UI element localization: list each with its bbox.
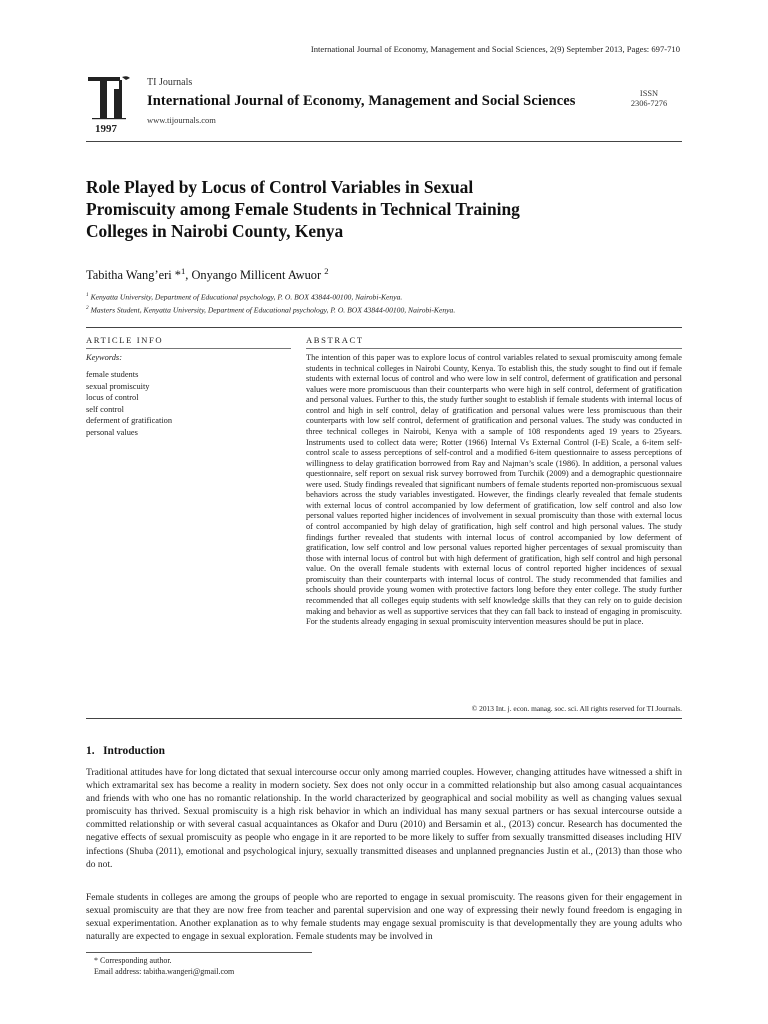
author-separator: , (185, 268, 192, 283)
keyword-item: female students (86, 370, 139, 379)
running-head: International Journal of Economy, Management and Social Sciences, 2(9) September 2013, Pages: 697-710 (310, 44, 680, 54)
footnote (94, 955, 234, 977)
author-email[interactable]: Email address: tabitha.wangeri@gmail.com (94, 967, 235, 976)
author-name: Onyango Millicent Awuor (191, 268, 322, 283)
keyword-list (86, 369, 172, 439)
affiliations (86, 290, 455, 315)
header-divider (86, 141, 682, 142)
author-name: Tabitha Wang’eri * (86, 268, 181, 283)
author-line (86, 266, 329, 283)
introduction-heading: 1. Introduction (86, 745, 165, 757)
introduction-paragraph: Female students in colleges are among the groups of people who are reported to engage in sexual promiscuity. The reasons given for their engagement in sexual promiscuity are that they are now free from teacher and parental supervision and one way of expressing their newly found freedom is engaging in sexual experimentation. Another explanation as to why female students may engage sexual promiscuity is that developmentally they are young adults who naturally are expected to engage in sexual exploration. Female students may be involved in (86, 893, 682, 943)
info-top-divider (86, 327, 682, 328)
article-title: Role Played by Locus of Control Variables in Sexual Promiscuity among Female Students in Technical Training Colleges in Nairobi County, Kenya (86, 177, 520, 241)
affiliation-mark: 2 (86, 304, 89, 311)
svg-text:1997: 1997 (95, 123, 117, 135)
journal-logo (86, 74, 132, 136)
abstract-divider (306, 348, 682, 349)
journal-name: International Journal of Economy, Management and Social Sciences (147, 93, 576, 109)
affiliation-line: $^2$ Masters Student, Kenyatta University, Department of Educational psychology, P. O. BOX 43844-00100, Nairobi-Kenya. (86, 304, 456, 315)
issn-label: ISSN (639, 89, 659, 98)
abstract-bottom-divider (86, 718, 682, 719)
affiliation-line: $^1$ Kenyatta University, Department of Educational psychology, P. O. BOX 43844-00100, Nairobi-Kenya. (86, 292, 403, 302)
journal-website[interactable]: www.tijournals.com (147, 115, 216, 125)
publisher-name: TI Journals (147, 77, 193, 88)
copyright-notice: © 2013 Int. j. econ. manag. soc. sci. All rights reserved for TI Journals. (471, 704, 682, 713)
keyword-item: self control (86, 404, 124, 414)
issn-block (615, 89, 683, 109)
keyword-item: personal values (86, 427, 138, 437)
author-affiliation-mark: 2 (324, 266, 329, 276)
keyword-item: deferment of gratification (86, 416, 173, 426)
affiliation-mark: 1 (86, 292, 89, 298)
keywords-heading: Keywords: (86, 353, 122, 362)
issn-value: 2306-7276 (630, 99, 668, 108)
article-info-heading: ARTICLE INFO (86, 335, 164, 345)
article-info-divider (86, 348, 291, 349)
keyword-item: sexual promiscuity (86, 381, 150, 391)
corresponding-author-note: * Corresponding author. (94, 956, 172, 965)
author-affiliation-mark: 1 (180, 266, 186, 276)
introduction-paragraph: Traditional attitudes have for long dictated that sexual intercourse occur only among married couples. However, changing attitudes have witnessed a shift in which extramarital sex has become a reality in modern society. Sex does not only occur in a committed relationship but also among casual acquaintances and friends with who one has no romantic relationship. In the world characterized by geographical and social mobility as well as changing values sexual promiscuity has thrived. Sexual promiscuity is a high risk behavior in which an individual has many sexual partners or has sexual intercourse outside a committed relationship or with several casual acquaintances as Okafor and Duru (2010) and Bersamin et al., (2013) concur. Research has documented the negative effects of sexual promiscuity as people who engage in it are reported to be more likely to suffer from sexually transmitted diseases including HIV infections (Shuba (2011), emotional and psychological injury, sexually transmitted diseases and unplanned pregnancies Justin et al., (2013) than those who do not. (86, 768, 682, 870)
keyword-item: locus of control (86, 393, 139, 403)
abstract-heading: ABSTRACT (306, 335, 364, 345)
footnote-divider (86, 952, 312, 953)
abstract-text: The intention of this paper was to explore locus of control variables related to sexual promiscuity among female students in technical colleges in Nairobi County, Kenya. To establish this, the study sought to find out if female students with external locus of control and who were low in self control, deferment of gratification and personal values were more promiscuous than their counterparts who were high in self control, deferment of gratification and personal values. Further to this, the study further sought to establish if female students with internal locus of control and high in self control, delay of gratification and personal values were less promiscuous than their counterparts with low self control, deferment of gratification and personal values. The study was conducted in three technical colleges in Nairobi, Kenya with a sample of 108 respondents aged 19 years to 25years. Instruments used to collect data were; Rotter (1966) Internal Vs External Control (I-E) Scale, a 6-item self-control scale to assess perceptions of self-control and a modified 6-item questionnaire to assess perceptions of willingness to delay gratification borrowed from Ray and Najman’s scale (1986). In addition, a personal values questionnaire, self report on sexual risk survey borrowed from Turchik (2009) and a demographic questionnaire were used. Study findings revealed that significant numbers of female students reported non-promiscuous sexual behaviors across the study variables investigated. However, the findings clearly revealed that female students with external locus of control accompanied by low deferment of gratification, low self control and also low personal values reported higher incidences of involvement in sexual promiscuity than those with external locus of control accompanied by high delay of gratification, high self control and high personal values. The study findings further revealed that students with internal locus of control accompanied by low deferment of gratification, low self control and low personal values reported higher percentages of sexual promiscuity than those with internal locus of control but with high deferment of gratification, high self control and high personal value. On the overall female students with external locus of control reported higher incidences of sexual promiscuity than their counterparts with internal locus of control. The study recommended that families and schools should provide young women with protective factors long before they enter college. The study further recommended that all colleges equip students with self knowledge skills that they can rely on to guide decision making and behavior as well as supportive services that they can fall back to instead of engaging in promiscuity. For the students already engaging in sexual promiscuity intervention measures should be put in place. (306, 353, 682, 627)
